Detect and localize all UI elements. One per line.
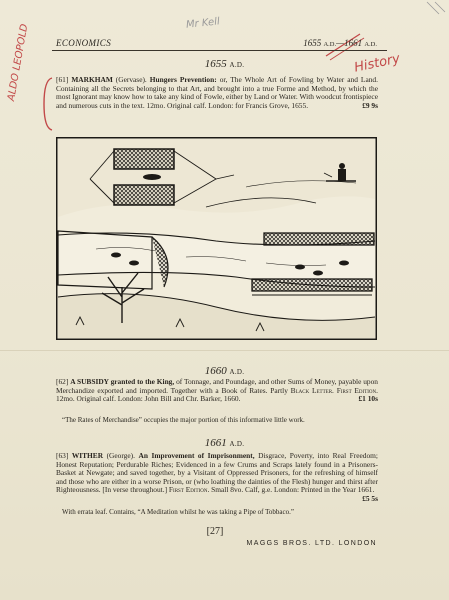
entry-63-body-a: Disgrace, Poverty, into Real Freedom; Honest Reputation; Perdurable Riches; Evidenced in a few Crums and Scraps lately found in a Prisoners-Basket at Newgate; and saved together, by a Visitant of Oppressed Prisoners, for the refreshing of himself and those who are either in a worse Prison, or (who loathing the dainties of the Flesh) hunger and thirst after Righteousness. [In verse throughout.] <box>56 451 378 495</box>
publisher-imprint: MAGGS BROS. LTD. LONDON <box>246 540 377 547</box>
corner-mark <box>425 0 449 18</box>
handwritten-name-annotation: ALDO LEOPOLD <box>6 23 31 102</box>
entry-63-first-edition: First Edition. <box>168 485 210 495</box>
range-end-ad: A.D. <box>364 41 377 48</box>
entry-62-body-a: of Tonnage, and Poundage, and other Sums of Money, payable upon Merchandize exported and imported. Together with a Book of Rates. Partly <box>56 377 378 395</box>
entry-63-price: £5 5s <box>362 493 378 503</box>
entry-63-number: [63] <box>56 451 69 460</box>
range-end: 1661 <box>344 38 363 48</box>
range-start-ad: A.D. <box>323 41 337 48</box>
entry-62-price: £1 10s <box>358 394 378 404</box>
entry-63-author-rest: (George). <box>106 451 135 460</box>
entry-61-price: £9 9s <box>362 100 378 110</box>
catalogue-entry-61 <box>56 76 378 110</box>
year-1660: 1660 <box>204 365 227 377</box>
entry-63-body-b: Small 8vo. Calf, g.e. London: Printed in the Year 1661. <box>211 485 375 495</box>
handwritten-history-annotation: History <box>352 51 402 76</box>
entry-63-title: An Improvement of Imprisonment, <box>138 451 255 460</box>
header-rule <box>52 50 387 51</box>
entry-61-number: [61] <box>56 75 69 84</box>
section-heading: ECONOMICS <box>56 38 112 48</box>
year-1655-ad: A.D. <box>229 61 245 69</box>
entry-63-note: With errata leaf. Contains, “A Meditation whilst he was taking a Pipe of Tobbaco.” <box>62 508 294 516</box>
range-start: 1655 <box>303 38 322 48</box>
year-1661: 1661 <box>204 437 227 449</box>
entry-62-black-letter: Black Letter. <box>290 385 334 395</box>
entry-61-author-rest: (Gervase). <box>115 75 147 84</box>
entry-62-body-b: 12mo. Original calf. London: John Bill and Chr. Barker, 1660. <box>56 394 241 404</box>
entry-62-title: A SUBSIDY granted to the King, <box>70 377 175 386</box>
handwritten-top-note: Mr Kell <box>185 16 221 31</box>
entry-62-first-edition: First Edition. <box>336 385 378 395</box>
page-fold-line <box>0 350 449 351</box>
catalogue-entry-62 <box>56 378 378 404</box>
woodcut-illustration <box>56 137 377 340</box>
entry-63-author: WITHER <box>71 451 104 460</box>
entry-61-author: MARKHAM <box>71 75 113 84</box>
year-1655: 1655 <box>204 58 227 70</box>
year-1660-ad: A.D. <box>229 368 245 376</box>
entry-61-title: Hungers Prevention: <box>149 75 217 84</box>
date-range-heading <box>303 38 377 48</box>
catalogue-entry-63 <box>56 452 378 504</box>
year-1661-ad: A.D. <box>229 440 245 448</box>
range-separator: — <box>336 38 345 48</box>
entry-62-number: [62] <box>56 377 69 386</box>
year-heading-1661 <box>0 437 449 449</box>
page-number: [27] <box>206 526 224 537</box>
year-heading-1660 <box>0 365 449 377</box>
entry-61-body: or, The Whole Art of Fowling by Water and Land. Containing all the Secrets belonging to that Art, and brought into a true Forme and Method, by which the most Ignorant may know how to take any kind of Fowle, either by Land or Water. With woodcut frontispiece and numerous cuts in the text. 12mo. Original calf. London: for Francis Grove, 1655. <box>56 75 378 110</box>
handwritten-bracket-mark <box>40 74 56 134</box>
entry-62-note: “The Rates of Merchandise” occupies the major portion of this informative little work. <box>62 416 305 424</box>
year-heading-1655 <box>0 58 449 70</box>
